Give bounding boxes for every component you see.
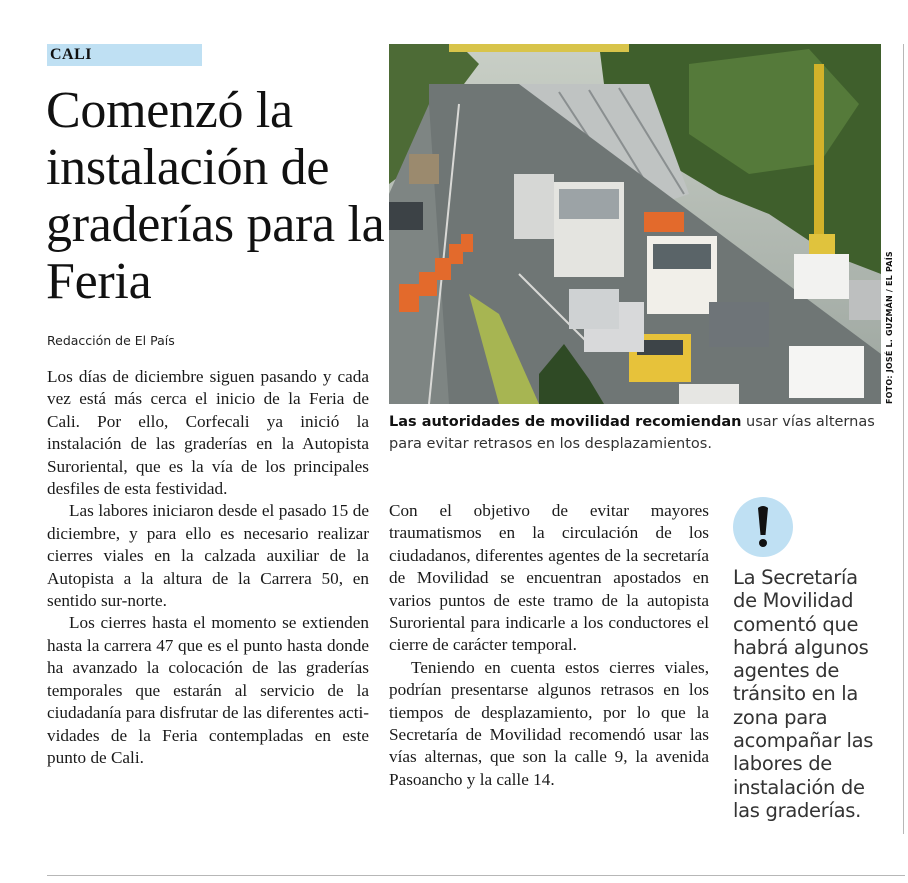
article-column-1 <box>47 366 369 769</box>
byline: Redacción de El País <box>47 333 175 348</box>
body-paragraph: Los cierres hasta el momento se extienden hasta la carrera 47 que es el punto hasta donde ha avanzado la colocación de las graderías temporales que estarán al servicio de la ciudadanía para disfrutar de las diferentes actividades de la Feria contempladas en este punto de Cali. <box>47 613 369 767</box>
article-column-2 <box>389 500 709 791</box>
sidebar-note-text: La Secretaría de Movilidad comentó que habrá algunos agentes de tránsito en la zona para acompañar las labores de instalación de las graderías. <box>733 566 874 822</box>
caption-text: usar vías alternas para evitar retrasos en los desplazamientos. <box>389 414 875 452</box>
photo-image <box>389 44 881 404</box>
body-paragraph: Teniendo en cuenta estos cierres viales, podrían presentarse algunos retrasos en los tiempos de desplazamiento, por lo que la Secretaría de Movilidad recomendó usar las vías alternas, que son la calle 9, la avenida Pasoancho y la calle 14. <box>389 657 709 789</box>
body-paragraph: Con el objetivo de evitar mayores traumatismos en la circulación de los ciudadanos, diferentes agentes de la secretaría de Movilidad se encuentran apostados en varios puntos de este tramo de la autopista Suroriental para indicarle a los conductores el cierre de carácter temporal. <box>389 501 709 655</box>
section-tag <box>47 44 202 66</box>
column-divider <box>903 44 904 834</box>
headline: Comenzó la instalación de graderías para la Feria <box>46 82 385 310</box>
photo <box>389 44 881 404</box>
body-paragraph: Las labores iniciaron desde el pasado 15 de diciembre, y para ello es necesario realizar cierres viales en la calzada auxiliar de la Autopista a la altura de la Carrera 50, en sentido sur-norte. <box>47 501 369 611</box>
caption-lead: Las autoridades de movilidad recomiendan <box>389 414 742 430</box>
photo-credit: FOTO: JOSÉ L. GUZMÁN / EL PAÍS <box>885 251 894 404</box>
photo-caption <box>389 411 889 455</box>
exclamation-icon <box>733 497 793 557</box>
section-label: CALI <box>50 46 93 63</box>
bottom-divider <box>47 875 905 876</box>
body-paragraph: Los días de diciembre siguen pasando y cada vez está más cerca el inicio de la Feria de Cali. Por ello, Corfecali ya inició la instalación de las graderías en la Autopista Suroriental, que es la vía de los principales desfiles de esta festividad. <box>47 367 369 499</box>
